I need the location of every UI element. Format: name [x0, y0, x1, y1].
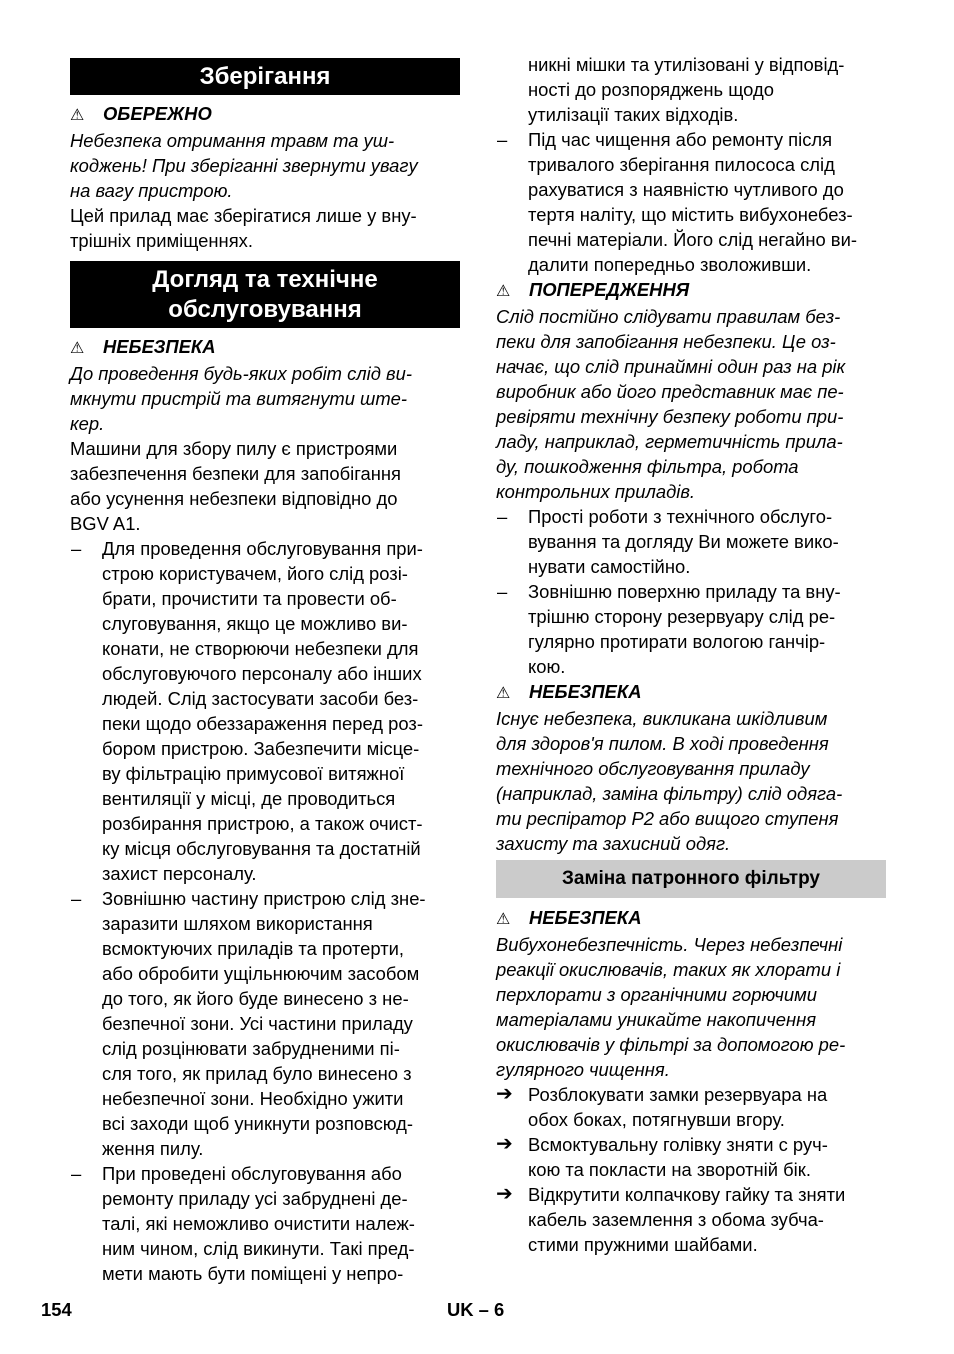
text-line: захисту та захисний одяг. — [496, 833, 731, 854]
warning-triangle-icon: ⚠ — [70, 107, 85, 124]
text-line: тривалого зберігання пилососа слід — [528, 154, 835, 175]
text-line: слід розцінювати забрудненими пі- — [102, 1038, 400, 1059]
text-line: Розблокувати замки резервуара на — [528, 1084, 828, 1105]
text-line: талі, які неможливо очистити належ- — [102, 1213, 415, 1234]
text-line: тертя наліту, що містить вибухонебез- — [528, 204, 853, 225]
text-line: пеки щодо обеззараження перед роз- — [102, 713, 423, 734]
step-item — [496, 1182, 886, 1257]
dash-list-item — [70, 886, 460, 1161]
text-line: ку місця обслуговування та достатній — [102, 838, 421, 859]
text-line: Слід постійно слідувати правилам без- — [496, 306, 841, 327]
text-line: мкнути пристрій та витягнути ште- — [70, 388, 407, 409]
text-line: Небезпека отримання травм та уш- — [70, 130, 395, 151]
text-line: нувати самостійно. — [528, 556, 691, 577]
text-line: коджень! При зберіганні звернути увагу — [70, 155, 418, 176]
text-line: кою. — [528, 656, 566, 677]
text-line: (наприклад, заміна фільтру) слід одяга- — [496, 783, 843, 804]
text-line: ладу, наприклад, герметичність прила- — [496, 431, 843, 452]
warning-label — [496, 277, 886, 304]
storage-heading: Зберігання — [70, 58, 460, 95]
dash-marker: – — [497, 506, 508, 527]
warning-label-text: ПОПЕРЕДЖЕННЯ — [529, 279, 690, 300]
text-line: Зовнішню частину пристрою слід зне- — [102, 888, 426, 909]
dash-list-item — [496, 579, 886, 679]
text-line: далити попередньо зволоживши. — [528, 254, 812, 275]
text-line: або усунення небезпеки відповідно до — [70, 488, 398, 509]
caution-label — [70, 101, 460, 128]
text-line: вування та догляду Ви можете вико- — [528, 531, 839, 552]
danger-label-text: НЕБЕЗПЕКА — [529, 681, 642, 702]
danger-label-text: НЕБЕЗПЕКА — [103, 336, 216, 357]
text-line: сля того, як прилад було винесено з — [102, 1063, 412, 1084]
text-line: мети мають бути поміщені у непро- — [102, 1263, 404, 1284]
text-line: гулярно протирати вологою ганчір- — [528, 631, 826, 652]
text-line: небезпечної зони. Необхідно ужити — [102, 1088, 404, 1109]
arrow-right-icon: ➔ — [496, 1133, 513, 1155]
text-line: пеки для запобігання небезпеки. Це оз- — [496, 331, 836, 352]
step-item — [496, 1082, 886, 1132]
warning-text — [496, 304, 886, 504]
text-line: ду, пошкодження фільтра, робота — [496, 456, 799, 477]
left-column — [70, 52, 460, 1286]
text-line: виробник або його представник має пе- — [496, 381, 844, 402]
dash-marker: – — [71, 888, 82, 909]
danger-text — [496, 932, 886, 1082]
text-line: рахуватися з наявністю чутливого до — [528, 179, 844, 200]
text-line: забезпечення безпеки для запобігання — [70, 463, 402, 484]
right-column — [496, 52, 886, 1257]
text-line: технічного обслуговування приладу — [496, 758, 810, 779]
text-line: або обробити ущільнюючим засобом — [102, 963, 420, 984]
text-line: ності до розпоряджень щодо — [528, 79, 774, 100]
dash-list-item — [70, 536, 460, 886]
text-line: BGV A1. — [70, 513, 141, 534]
text-line: слуговування, якщо це можливо ви- — [102, 613, 408, 634]
text-line: конати, не створюючи небезпеки для — [102, 638, 419, 659]
text-line: трішню сторону резервуару слід ре- — [528, 606, 836, 627]
dash-marker: – — [71, 538, 82, 559]
text-line: захист персоналу. — [102, 863, 257, 884]
dash-marker: – — [497, 581, 508, 602]
warning-triangle-icon: ⚠ — [496, 283, 511, 300]
text-line: заразити шляхом використання — [102, 913, 373, 934]
text-line: Цей прилад має зберігатися лише у вну- — [70, 205, 417, 226]
continuation-text — [496, 52, 886, 127]
text-line: ти респіратор P2 або вищого ступеня — [496, 808, 839, 829]
text-line: трішніх приміщеннях. — [70, 230, 253, 251]
text-line: розбирання пристрою, а також очист- — [102, 813, 423, 834]
text-line: обох боках, потягнувши вгору. — [528, 1109, 785, 1130]
danger-label — [496, 905, 886, 932]
text-line: Для проведення обслуговування при- — [102, 538, 423, 559]
danger-label — [496, 679, 886, 706]
caution-label-text: ОБЕРЕЖНО — [103, 103, 212, 124]
text-line: вентиляції у місці, де проводиться — [102, 788, 396, 809]
storage-text — [70, 203, 460, 253]
text-line: Машини для збору пилу є пристроями — [70, 438, 398, 459]
text-line: До проведення будь-яких робіт слід ви- — [70, 363, 412, 384]
filter-heading: Заміна патронного фільтру — [496, 860, 886, 898]
text-line: Існує небезпека, викликана шкідливим — [496, 708, 828, 729]
text-line: ремонту приладу усі забруднені де- — [102, 1188, 408, 1209]
care-heading-line: Догляд та технічне — [152, 266, 378, 293]
text-line: всі заходи щоб уникнути розповсюд- — [102, 1113, 414, 1134]
text-line: ревіряти технічну безпеку роботи при- — [496, 406, 844, 427]
text-line: начає, що слід принаймні один раз на рік — [496, 356, 846, 377]
text-line: перхлорати з органічними горючими — [496, 984, 818, 1005]
text-line: Зовнішню поверхню приладу та вну- — [528, 581, 841, 602]
text-line: стими пружними шайбами. — [528, 1234, 758, 1255]
text-line: бором пристрою. Забезпечити місце- — [102, 738, 420, 759]
text-line: обслуговуючого персоналу або інших — [102, 663, 422, 684]
text-line: Під час чищення або ремонту після — [528, 129, 833, 150]
text-line: людей. Слід застосувати засоби без- — [102, 688, 419, 709]
text-line: гулярного чищення. — [496, 1059, 670, 1080]
dash-list-item — [70, 1161, 460, 1286]
text-line: кою та покласти на зворотній бік. — [528, 1159, 811, 1180]
text-line: кер. — [70, 413, 105, 434]
step-item — [496, 1132, 886, 1182]
intro-text — [70, 436, 460, 536]
text-line: Вибухонебезпечність. Через небезпечні — [496, 934, 843, 955]
dash-marker: – — [71, 1163, 82, 1184]
danger-label-text: НЕБЕЗПЕКА — [529, 907, 642, 928]
text-line: для здоров'я пилом. В ході проведення — [496, 733, 829, 754]
text-line: всмоктуючих приладів та протерти, — [102, 938, 405, 959]
section-label: UK – 6 — [447, 1299, 505, 1320]
danger-text — [496, 706, 886, 856]
text-line: Всмоктувальну голівку зняти с руч- — [528, 1134, 828, 1155]
danger-label — [70, 334, 460, 361]
text-line: на вагу пристрою. — [70, 180, 233, 201]
text-line: окислювачів у фільтрі за допомогою ре- — [496, 1034, 846, 1055]
dash-marker: – — [497, 129, 508, 150]
text-line: контрольних приладів. — [496, 481, 696, 502]
dash-list-item — [496, 127, 886, 277]
text-line: ним чином, слід викинути. Такі пред- — [102, 1238, 415, 1259]
warning-triangle-icon: ⚠ — [496, 911, 511, 928]
text-line: утилізації таких відходів. — [528, 104, 739, 125]
warning-triangle-icon: ⚠ — [496, 685, 511, 702]
warning-triangle-icon: ⚠ — [70, 340, 85, 357]
text-line: реакції окислювачів, таких як хлорати і — [496, 959, 841, 980]
text-line: строю користувачем, його слід розі- — [102, 563, 408, 584]
caution-text — [70, 128, 460, 203]
text-line: ву фільтрацію примусової витяжної — [102, 763, 405, 784]
arrow-right-icon: ➔ — [496, 1183, 513, 1205]
text-line: никні мішки та утилізовані у відповід- — [528, 54, 845, 75]
text-line: ження пилу. — [102, 1138, 204, 1159]
dash-list-item — [496, 504, 886, 579]
page-number: 154 — [41, 1299, 72, 1320]
arrow-right-icon: ➔ — [496, 1083, 513, 1105]
text-line: Прості роботи з технічного обслуго- — [528, 506, 833, 527]
text-line: Відкрутити колпачкову гайку та зняти — [528, 1184, 846, 1205]
text-line: брати, прочистити та провести об- — [102, 588, 397, 609]
care-heading — [70, 261, 460, 328]
danger-text — [70, 361, 460, 436]
text-line: кабель заземлення з обома зубча- — [528, 1209, 824, 1230]
text-line: печні матеріали. Його слід негайно ви- — [528, 229, 857, 250]
text-line: безпечної зони. Усі частини приладу — [102, 1013, 413, 1034]
text-line: матеріалами уникайте накопичення — [496, 1009, 817, 1030]
text-line: При проведені обслуговування або — [102, 1163, 402, 1184]
care-heading-line: обслуговування — [168, 296, 362, 323]
text-line: до того, як його буде винесено з не- — [102, 988, 409, 1009]
